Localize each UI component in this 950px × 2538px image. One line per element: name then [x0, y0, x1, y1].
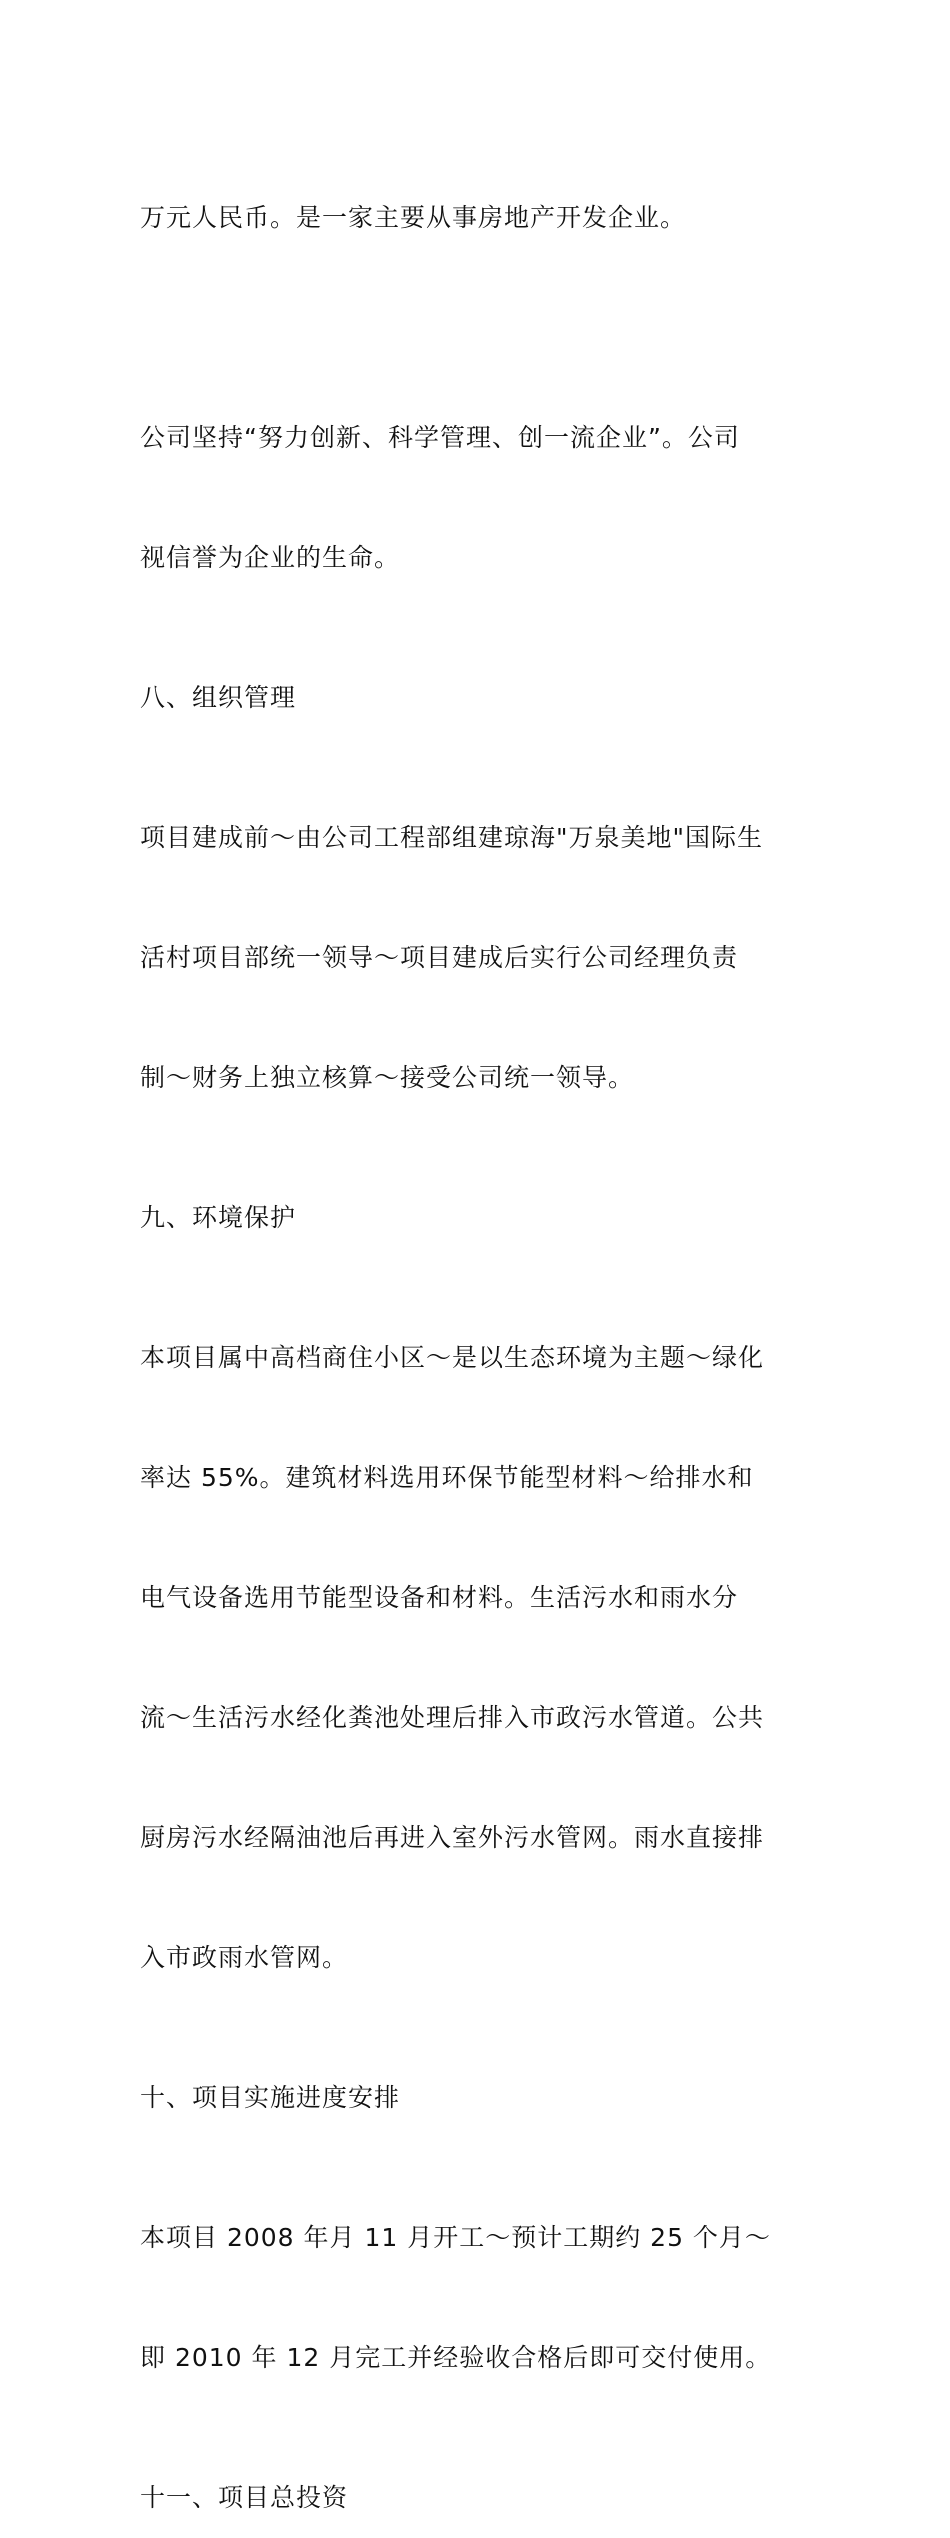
document-body [140, 118, 812, 2538]
text-line: 率达 55%。建筑材料选用环保节能型材料～给排水和 [140, 1463, 754, 1492]
text-line: 项目建成前～由公司工程部组建琼海"万泉美地"国际生 [140, 823, 764, 852]
heading-text: 十、项目实施进度安排 [140, 2083, 401, 2112]
heading-text: 八、组织管理 [140, 683, 297, 712]
section-heading-environment [140, 1198, 812, 1238]
text-line: 公司坚持“努力创新、科学管理、创一流企业”。公司 [140, 423, 740, 452]
text-line: 厨房污水经隔油池后再进入室外污水管网。雨水直接排 [140, 1823, 765, 1852]
text-line: 万元人民币。是一家主要从事房地产开发企业。 [140, 203, 687, 232]
text-line: 本项目 2008 年月 11 月开工～预计工期约 25 个月～ [140, 2223, 771, 2252]
text-line: 入市政雨水管网。 [140, 1943, 349, 1972]
text-line: 本项目属中高档商住小区～是以生态环境为主题～绿化 [140, 1343, 765, 1372]
section-heading-schedule [140, 2078, 812, 2118]
paragraph-schedule [140, 2138, 812, 2458]
paragraph-company-intro [140, 118, 812, 318]
heading-text: 九、环境保护 [140, 1203, 297, 1232]
paragraph-company-principles [140, 338, 812, 658]
text-line: 即 2010 年 12 月完工并经验收合格后即可交付使用。 [140, 2343, 772, 2372]
text-line: 流～生活污水经化粪池处理后排入市政污水管道。公共 [140, 1703, 765, 1732]
text-line: 视信誉为企业的生命。 [140, 543, 401, 572]
section-heading-organization [140, 678, 812, 718]
paragraph-organization [140, 738, 812, 1178]
heading-text: 十一、项目总投资 [140, 2483, 349, 2512]
paragraph-environment [140, 1258, 812, 2058]
text-line: 电气设备选用节能型设备和材料。生活污水和雨水分 [140, 1583, 739, 1612]
text-line: 活村项目部统一领导～项目建成后实行公司经理负责 [140, 943, 739, 972]
text-line: 制～财务上独立核算～接受公司统一领导。 [140, 1063, 635, 1092]
section-heading-investment [140, 2478, 812, 2518]
